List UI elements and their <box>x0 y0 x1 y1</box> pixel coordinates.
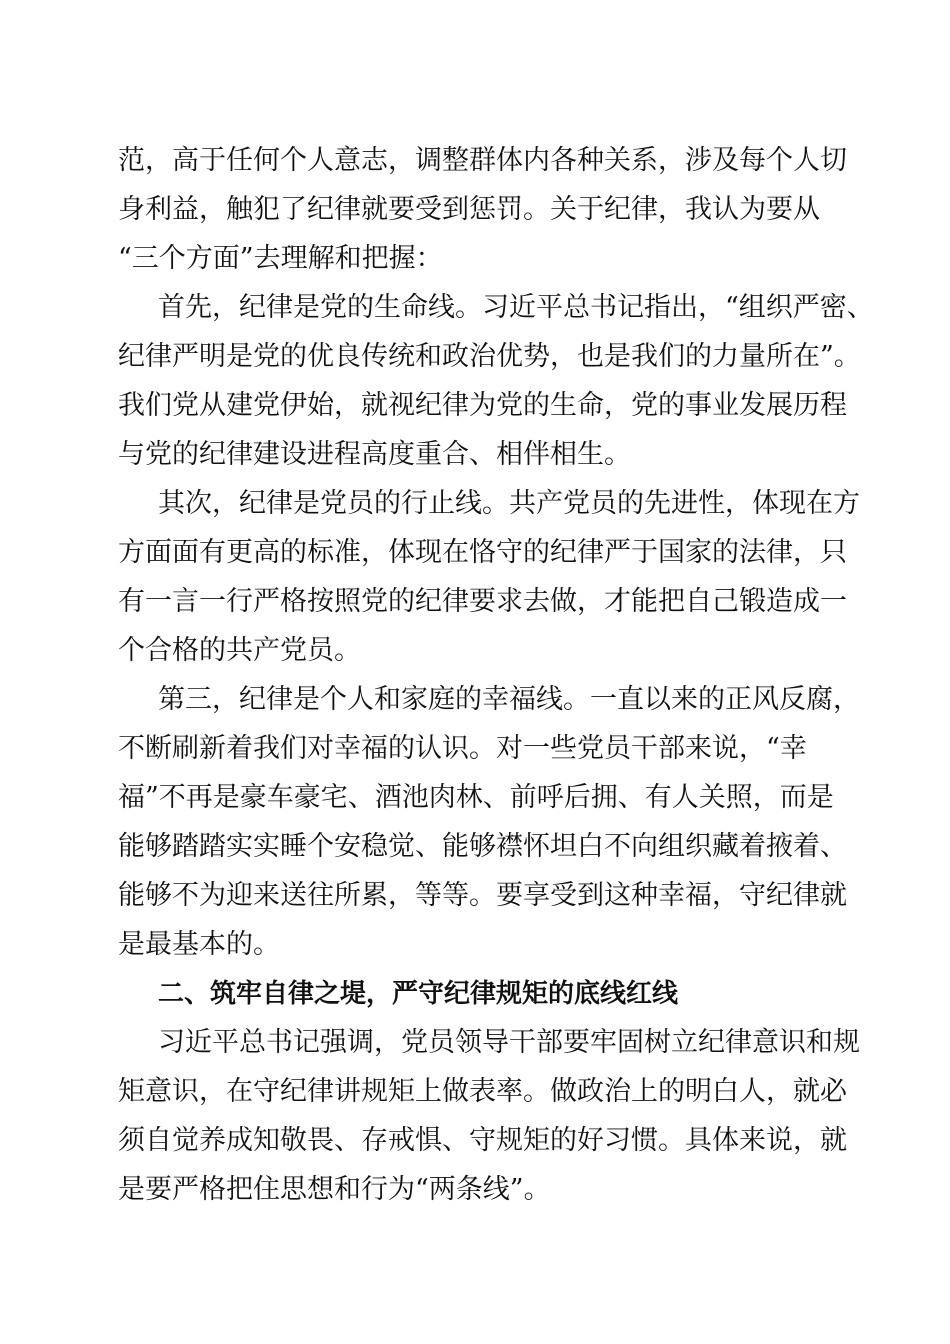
text-line: 其次，纪律是党员的行止线。共产党员的先进性，体现在方 <box>158 488 860 519</box>
text-line: 有一言一行严格按照党的纪律要求去做，才能把自己锻造成一 <box>118 586 847 617</box>
section-heading: 二、筑牢自律之堤，严守纪律规矩的底线红线 <box>158 979 679 1009</box>
text-line: 福”不再是豪车豪宅、酒池肉林、前呼后拥、有人关照，而是 <box>118 782 834 813</box>
text-line: 首先，纪律是党的生命线。习近平总书记指出，“组织严密、 <box>158 292 874 323</box>
text-line: 能够不为迎来送往所累，等等。要享受到这种幸福，守纪律就 <box>118 880 847 911</box>
text-line: 能够踏踏实实睡个安稳觉、能够襟怀坦白不向组织藏着掖着、 <box>118 831 847 862</box>
text-line: 我们党从建党伊始，就视纪律为党的生命，党的事业发展历程 <box>118 390 847 421</box>
text-line: 与党的纪律建设进程高度重合、相伴相生。 <box>118 439 631 470</box>
text-line: 不断刷新着我们对幸福的认识。对一些党员干部来说，“幸 <box>118 733 807 764</box>
text-line: 第三，纪律是个人和家庭的幸福线。一直以来的正风反腐， <box>158 684 860 715</box>
text-line: 方面面有更高的标准，体现在恪守的纪律严于国家的法律，只 <box>118 537 847 568</box>
text-line: 矩意识，在守纪律讲规矩上做表率。做政治上的明白人，就必 <box>118 1076 847 1107</box>
text-line: 须自觉养成知敬畏、存戒惧、守规矩的好习惯。具体来说，就 <box>118 1125 847 1156</box>
text-line: 是最基本的。 <box>118 929 280 960</box>
text-line: 范，高于任何个人意志，调整群体内各种关系，涉及每个人切 <box>118 145 847 176</box>
text-line: 习近平总书记强调，党员领导干部要牢固树立纪律意识和规 <box>158 1027 860 1058</box>
text-line: 身利益，触犯了纪律就要受到惩罚。关于纪律，我认为要从 <box>118 194 820 225</box>
text-line: “三个方面”去理解和把握： <box>118 243 443 274</box>
text-line: 纪律严明是党的优良传统和政治优势，也是我们的力量所在”。 <box>118 341 861 372</box>
text-line: 是要严格把住思想和行为“两条线”。 <box>118 1174 551 1205</box>
text-line: 个合格的共产党员。 <box>118 635 361 666</box>
